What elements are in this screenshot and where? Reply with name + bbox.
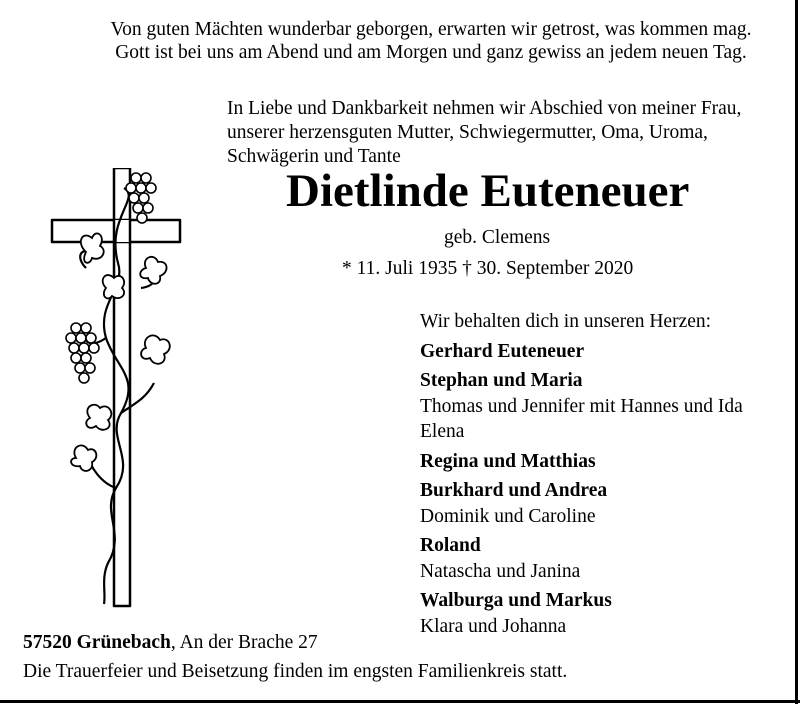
life-dates: * 11. Juli 1935 † 30. September 2020 [342, 258, 634, 279]
intro-text [227, 97, 741, 169]
maiden-name: geb. Clemens [444, 227, 551, 248]
poem-line-2: Gott ist bei uns am Abend und am Morgen und ganz gewiss an jedem neuen Tag. [115, 42, 747, 63]
mourners-list [420, 309, 743, 639]
mourner-group-name: Regina und Matthias [420, 450, 596, 472]
intro-line-2: unserer herzensguten Mutter, Schwiegermutter, Oma, Uroma, [227, 122, 708, 143]
address-street: , An der Brache 27 [170, 632, 318, 653]
mourners-heading: Wir behalten dich in unseren Herzen: [420, 311, 712, 332]
mourner-group-members: Thomas und Jennifer mit Hannes und Ida [420, 395, 743, 417]
mourner-group-members: Elena [420, 421, 465, 442]
poem [97, 18, 765, 64]
mourner-group-members: Klara und Johanna [420, 615, 567, 637]
cross-with-grapevine-icon [46, 168, 186, 608]
funeral-note: Die Trauerfeier und Beisetzung finden im engsten Familienkreis statt. [23, 661, 568, 682]
poem-line-1: Von guten Mächten wunderbar geborgen, erwarten wir getrost, was kommen mag. [110, 19, 752, 40]
mourner-group-name: Gerhard Euteneuer [420, 340, 585, 362]
deceased-name: Dietlinde Euteneuer [286, 165, 690, 217]
intro-line-3: Schwägerin und Tante [227, 146, 401, 167]
mourner-group-name: Burkhard und Andrea [420, 480, 608, 501]
mourner-group-members: Natascha und Janina [420, 560, 581, 582]
intro-line-1: In Liebe und Dankbarkeit nehmen wir Abschied von meiner Frau, [227, 98, 742, 119]
mourner-group-members: Dominik und Caroline [420, 505, 596, 527]
frame-border-bottom [0, 700, 800, 703]
mourner-group-name: Stephan und Maria [420, 370, 583, 391]
mourner-group-name: Walburga und Markus [420, 590, 612, 611]
address [23, 632, 318, 654]
address-postal-place: 57520 Grünebach [23, 632, 171, 653]
frame-border-right [795, 0, 798, 704]
mourner-group-name: Roland [420, 535, 481, 556]
